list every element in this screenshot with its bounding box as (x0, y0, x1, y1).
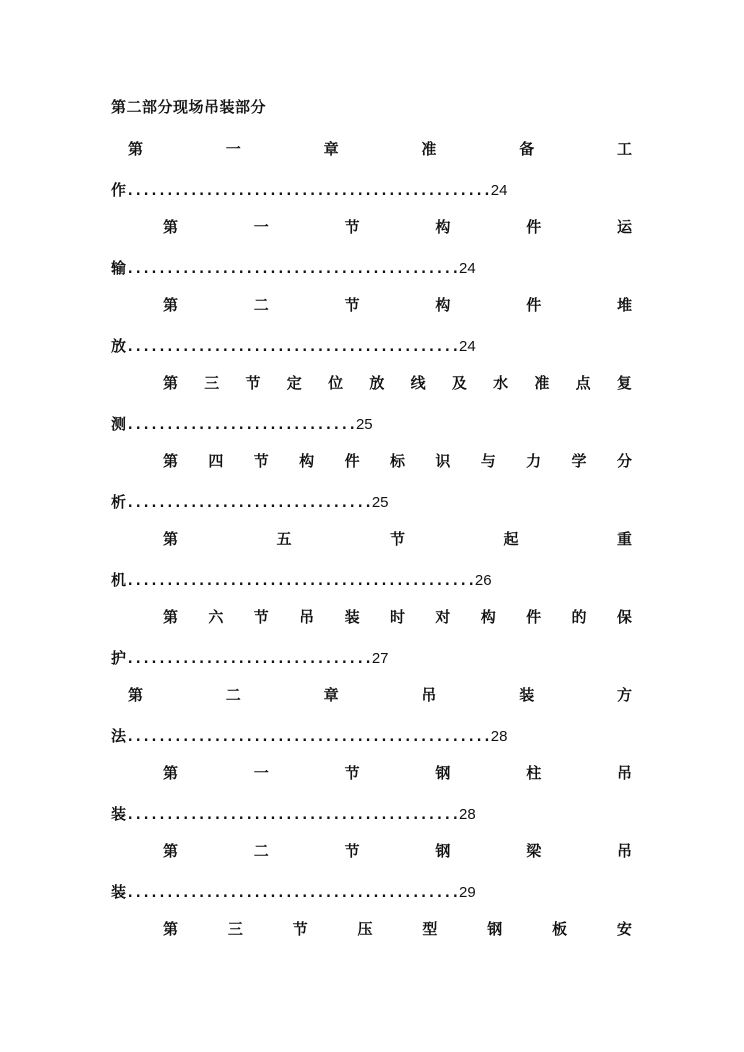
toc-heading-char: 复 (616, 374, 632, 392)
toc-heading-char: 第 (163, 374, 179, 392)
toc-heading-char: 分 (616, 452, 632, 470)
toc-heading-tail: 装 (111, 883, 127, 901)
toc-heading-char: 节 (344, 218, 360, 236)
toc-heading-char: 学 (571, 452, 587, 470)
toc-section-heading[interactable] (163, 216, 632, 238)
toc-heading-char: 第 (163, 608, 179, 626)
toc-heading-char: 二 (225, 686, 241, 704)
toc-page-number: 24 (459, 260, 476, 277)
toc-heading-tail: 放 (111, 337, 127, 355)
toc-heading-char: 六 (208, 608, 224, 626)
toc-heading-char: 件 (344, 452, 360, 470)
toc-heading-char: 及 (451, 374, 467, 392)
toc-heading-tail: 装 (111, 805, 127, 823)
toc-heading-char: 构 (480, 608, 496, 626)
toc-leader-line[interactable] (111, 491, 389, 513)
toc-heading-char: 备 (519, 140, 535, 158)
toc-heading-char: 柱 (526, 764, 542, 782)
toc-section-heading[interactable] (163, 840, 632, 862)
toc-heading-char: 标 (389, 452, 405, 470)
toc-heading-tail: 析 (111, 493, 127, 511)
toc-heading-char: 起 (503, 530, 519, 548)
toc-leader-dots: ............................... (126, 651, 372, 667)
toc-heading-char: 章 (323, 140, 339, 158)
toc-heading-char: 识 (435, 452, 451, 470)
toc-heading-char: 节 (344, 296, 360, 314)
toc-heading-char: 第 (163, 218, 179, 236)
toc-page-number: 25 (371, 494, 389, 511)
toc-heading-char: 力 (526, 452, 542, 470)
toc-heading-char: 节 (253, 452, 269, 470)
toc-page-number: 29 (459, 884, 476, 901)
toc-leader-dots: ............................. (126, 417, 356, 433)
toc-heading-char: 节 (253, 608, 269, 626)
toc-heading-char: 定 (286, 374, 302, 392)
toc-leader-line[interactable] (111, 725, 507, 747)
toc-heading-char: 件 (526, 218, 542, 236)
toc-heading-char: 第 (163, 842, 179, 860)
toc-heading-char: 件 (526, 296, 542, 314)
toc-heading-char: 节 (344, 764, 360, 782)
toc-heading-char: 节 (245, 374, 261, 392)
toc-heading-char: 钢 (435, 842, 451, 860)
toc-heading-char: 装 (519, 686, 535, 704)
toc-heading-char: 一 (253, 764, 269, 782)
toc-heading-char: 准 (421, 140, 437, 158)
toc-leader-dots: .......................................... (126, 261, 460, 277)
toc-leader-line[interactable] (111, 647, 389, 669)
toc-section-heading[interactable] (163, 528, 632, 550)
toc-heading-char: 构 (435, 296, 451, 314)
toc-heading-char: 第 (163, 920, 179, 938)
toc-heading-tail: 作 (111, 181, 127, 199)
toc-heading-char: 吊 (299, 608, 315, 626)
toc-heading-char: 安 (616, 920, 632, 938)
toc-heading-char: 位 (328, 374, 344, 392)
toc-heading-char: 五 (276, 530, 292, 548)
toc-heading-char: 吊 (421, 686, 437, 704)
toc-section-heading[interactable] (163, 762, 632, 784)
toc-heading-char: 运 (616, 218, 632, 236)
toc-leader-line[interactable] (111, 179, 507, 201)
toc-heading-char: 构 (435, 218, 451, 236)
toc-heading-tail: 法 (111, 727, 127, 745)
toc-heading-char: 准 (534, 374, 550, 392)
toc-page-number: 24 (459, 338, 476, 355)
toc-chapter-heading[interactable] (128, 684, 632, 706)
toc-heading-char: 构 (299, 452, 315, 470)
toc-heading-char: 保 (616, 608, 632, 626)
toc-heading-char: 一 (253, 218, 269, 236)
toc-heading-char: 二 (253, 842, 269, 860)
toc-chapter-heading[interactable] (128, 138, 632, 160)
toc-section-heading[interactable] (163, 606, 632, 628)
toc-page-number: 27 (371, 650, 389, 667)
toc-section-heading[interactable] (163, 294, 632, 316)
toc-heading-char: 三 (227, 920, 243, 938)
toc-heading-char: 方 (616, 686, 632, 704)
toc-heading-char: 第 (128, 140, 144, 158)
toc-heading-tail: 机 (111, 571, 127, 589)
toc-page-number: 25 (355, 416, 373, 433)
toc-heading-tail: 护 (111, 649, 127, 667)
toc-heading-char: 点 (575, 374, 591, 392)
toc-leader-line[interactable] (111, 413, 373, 435)
toc-leader-line[interactable] (111, 803, 476, 825)
toc-heading-char: 钢 (487, 920, 503, 938)
toc-heading-char: 水 (493, 374, 509, 392)
toc-page-number: 24 (490, 182, 508, 199)
toc-heading-char: 钢 (435, 764, 451, 782)
toc-heading-char: 的 (571, 608, 587, 626)
toc-leader-dots: .............................................. (126, 183, 491, 199)
toc-heading-char: 对 (435, 608, 451, 626)
toc-heading-char: 装 (344, 608, 360, 626)
toc-page-number: 26 (474, 572, 492, 589)
toc-heading-char: 线 (410, 374, 426, 392)
toc-heading-char: 件 (526, 608, 542, 626)
toc-section-heading[interactable] (163, 450, 632, 472)
toc-heading-char: 重 (616, 530, 632, 548)
toc-heading-char: 节 (344, 842, 360, 860)
toc-leader-dots: .......................................... (126, 885, 460, 901)
toc-heading-tail: 测 (111, 415, 127, 433)
toc-heading-char: 吊 (616, 842, 632, 860)
toc-leader-line[interactable] (111, 881, 476, 903)
toc-leader-dots: ............................... (126, 495, 372, 511)
toc-heading-char: 放 (369, 374, 385, 392)
toc-heading-char: 第 (128, 686, 144, 704)
toc-leader-line[interactable] (111, 335, 476, 357)
toc-section-heading[interactable] (163, 372, 632, 394)
toc-section-heading[interactable] (163, 918, 632, 940)
toc-heading-char: 堆 (616, 296, 632, 314)
toc-heading-char: 一 (225, 140, 241, 158)
toc-page-number: 28 (459, 806, 476, 823)
toc-heading-char: 三 (204, 374, 220, 392)
toc-heading-char: 吊 (616, 764, 632, 782)
toc-heading-char: 第 (163, 764, 179, 782)
toc-heading-char: 四 (208, 452, 224, 470)
toc-heading-char: 工 (616, 140, 632, 158)
toc-leader-line[interactable] (111, 257, 476, 279)
toc-heading-tail: 输 (111, 259, 127, 277)
toc-heading-char: 节 (389, 530, 405, 548)
toc-leader-dots: .............................................. (126, 729, 491, 745)
toc-heading-char: 与 (480, 452, 496, 470)
toc-heading-char: 章 (323, 686, 339, 704)
toc-heading-char: 第 (163, 530, 179, 548)
page-title: 第二部分现场吊装部分 (111, 98, 267, 116)
toc-leader-dots: ............................................ (126, 573, 475, 589)
toc-heading-char: 梁 (526, 842, 542, 860)
toc-heading-char: 节 (292, 920, 308, 938)
toc-heading-char: 型 (422, 920, 438, 938)
toc-leader-line[interactable] (111, 569, 492, 591)
toc-leader-dots: .......................................... (126, 339, 460, 355)
toc-page-number: 28 (490, 728, 508, 745)
toc-heading-char: 压 (357, 920, 373, 938)
toc-heading-char: 时 (389, 608, 405, 626)
toc-heading-char: 第 (163, 296, 179, 314)
toc-heading-char: 第 (163, 452, 179, 470)
toc-heading-char: 板 (552, 920, 568, 938)
toc-heading-char: 二 (253, 296, 269, 314)
toc-leader-dots: .......................................... (126, 807, 460, 823)
